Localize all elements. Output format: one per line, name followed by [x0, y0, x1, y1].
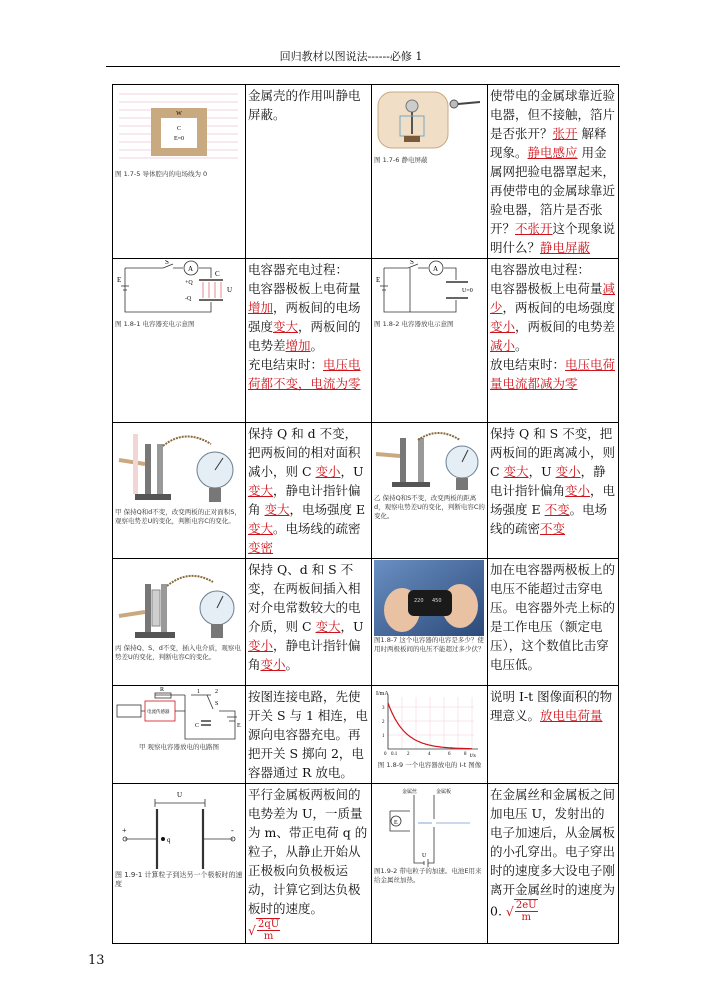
text-cell: [488, 686, 619, 784]
text-span: ，U: [340, 464, 364, 479]
figure-label: E: [394, 820, 398, 826]
text-span: 充电结束时：: [248, 357, 324, 372]
figure-caption: 乙 保持Q和S不变，改变两板的距离d，观察电势差U的变化，判断电容C的变化。: [374, 494, 485, 520]
figure-label: U=0: [462, 288, 473, 294]
figure-cell: [372, 559, 488, 686]
axis-label: t/s: [470, 753, 476, 759]
answer-span: 张开: [552, 126, 578, 141]
text-span: 平行金属板两板间的电势差为 U，一质量为 m、带正电荷 q 的粒子，从静止开始从正极板向负极板运动，计算它到达负极板时的速度。: [248, 787, 368, 916]
formula-denominator: m: [521, 912, 531, 923]
figure-caption: 图1.9-2 带电粒子的加速。电池E用来给金属丝加热。: [374, 867, 482, 884]
figure-label: U: [422, 853, 427, 859]
answer-formula: √ $\frac{2eU}{m}$: [505, 900, 537, 923]
figure-cell: [113, 423, 246, 559]
page-number: 13: [88, 953, 105, 968]
answer-span: 增加: [248, 300, 274, 315]
figure-cell: [113, 85, 246, 259]
answer-span: 变大: [248, 521, 274, 536]
tick-label: 2: [382, 720, 385, 725]
answer-span: 变小: [555, 464, 581, 479]
figure-label: S: [215, 701, 219, 707]
text-span: ，U: [340, 619, 364, 634]
text-cell: [246, 423, 372, 559]
svg-text:220: 220: [414, 598, 424, 604]
figure-cell: [372, 423, 488, 559]
text-span: 使带电的金属球靠近验电器，但不接触，箔片是否张开？: [490, 88, 616, 141]
text-cell: [488, 423, 619, 559]
figure-label: R: [160, 687, 165, 693]
text-span: 电容器充电过程：: [248, 262, 349, 277]
figure-caption: 图 1.8-1 电容器充电示意图: [115, 320, 195, 328]
text-span: 。: [310, 338, 324, 353]
figure-cell: [113, 559, 246, 686]
answer-span: 不变: [540, 521, 566, 536]
figure-label: 电流传感器: [147, 710, 170, 715]
electrometer-dielectric-figure: [115, 560, 242, 644]
text-cell: [246, 259, 372, 423]
text-span: 电容器极板上电荷量: [248, 281, 361, 296]
figure-caption: 甲 保持Q和d不变，改变两板的正对面积S，观察电势差U的变化，判断电容C的变化。: [115, 508, 241, 525]
figure-label: +Q: [185, 280, 193, 286]
text-span: 。电场线的疏密: [273, 521, 361, 536]
text-span: 电容器放电过程：: [490, 262, 591, 277]
text-cell: [246, 686, 372, 784]
figure-cell: [113, 259, 246, 423]
text-span: 解释现象。: [490, 126, 607, 160]
figure-cell: [372, 784, 488, 944]
figure-label: A: [188, 265, 194, 273]
electroscope-shield-figure: [374, 86, 484, 156]
answer-span: 变密: [248, 540, 274, 555]
tick-label: 0.1: [391, 752, 398, 757]
figure-cell: [372, 686, 488, 784]
figure-caption: 图 1.7-6 静电屏蔽: [374, 156, 428, 164]
figure-label: S: [410, 260, 414, 266]
figure-caption: 图 1.8-2 电容器放电示意图: [374, 320, 454, 328]
text-span: 放电结束时：: [490, 357, 566, 372]
figure-label: E: [117, 276, 122, 284]
answer-span: 变大: [273, 319, 299, 334]
figure-caption: 丙 保持Q、S、d不变，插入电介质，观察电势差U的变化，判断电容C的变化。: [115, 644, 241, 661]
text-cell: [488, 259, 619, 423]
formula-denominator: m: [263, 931, 274, 942]
figure-label: C: [176, 126, 182, 132]
text-cell: [488, 784, 619, 944]
answer-span: 静电感应: [527, 145, 578, 160]
figure-label: q: [167, 836, 171, 844]
electron-gun-figure: [374, 785, 484, 867]
text-span: ，两板间的电势差: [248, 319, 361, 353]
text-cell: [246, 784, 372, 944]
tick-label: 6: [448, 752, 451, 757]
figure-caption: 图 1.8-9 一个电容器放电的 I-t 图像: [377, 761, 482, 769]
figure-label: 2: [215, 689, 218, 695]
header-rule: [106, 66, 620, 67]
figure-caption: 图 1.9-1 计算粒子到达另一个极板时的速度: [115, 871, 243, 888]
svg-text:450: 450: [432, 598, 442, 604]
text-span: ，静电计指针偏角: [490, 464, 606, 498]
text-span: 说明 I-t 图像面积的物理意义。: [490, 689, 613, 723]
figure-label: W: [176, 111, 182, 117]
text-span: ，U: [528, 464, 556, 479]
answer-span: 变大: [315, 619, 341, 634]
answer-span: 变大: [264, 502, 290, 517]
figure-label: +: [122, 826, 127, 835]
figure-label: 金属丝: [402, 789, 418, 795]
text-cell: [246, 85, 372, 259]
figure-label: A: [433, 265, 439, 273]
capacitor-charge-circuit: [115, 260, 242, 320]
answer-span: 变大: [503, 464, 529, 479]
figure-label: -Q: [185, 296, 192, 302]
axis-label: I/mA: [376, 691, 389, 697]
text-span: 按图连接电路，先使开关 S 与 1 相连，电源向电容器充电。再把开关 S 掷向 2，电容器通过 R 放电。: [248, 689, 368, 780]
formula-numerator: 2qU: [257, 919, 280, 930]
table-row: [113, 784, 619, 944]
text-span: 在金属丝和金属板之间加电压 U，发射出的电子加速后，从金属板的小孔穿出。电子穿出时的速度多大设电子刚离开金属丝时的速度为 0.: [490, 787, 616, 919]
capacitor-discharge-circuit: [374, 260, 484, 320]
figure-label: S: [165, 260, 169, 266]
answer-span: 变大: [248, 483, 274, 498]
answer-span: 放电电荷量: [540, 708, 603, 723]
text-span: ，两板间的电势差: [515, 319, 616, 334]
text-span: ，电场强度 E: [289, 502, 366, 517]
text-cell: [488, 559, 619, 686]
text-span: 加在电容器两极板上的电压不能超过击穿电压。电容器外壳上标的是工作电压（额定电压），这个数值比击穿电压低。: [490, 562, 616, 672]
text-span: 保持 Q 和 S 不变，把两板间的距离减小，则 C: [490, 426, 616, 479]
text-span: 。: [515, 338, 528, 353]
tick-label: 1: [382, 734, 385, 739]
table-row: [113, 85, 619, 259]
figure-caption: 甲 观察电容器放电的电路图: [138, 743, 220, 751]
text-span: ，两板间的电场强度: [248, 300, 361, 334]
figure-label: E=0: [173, 136, 185, 142]
figure-label: C: [195, 723, 200, 729]
figure-label: E: [376, 276, 381, 284]
answer-span: 变小: [248, 638, 274, 653]
page-header: 回归教材以图说法------必修 1: [279, 50, 423, 63]
answer-span: 不变: [544, 502, 570, 517]
text-cell: [246, 559, 372, 686]
figure-label: C: [215, 270, 220, 278]
figure-label: -: [231, 826, 234, 835]
text-span: 这个现象说明什么？: [490, 221, 616, 255]
table-row: [113, 423, 619, 559]
answer-span: 减小: [490, 338, 516, 353]
figure-caption: 图1.8-7 这个电容器的电容是多少？使用时两极板间的电压不能超过多少伏？: [374, 636, 485, 653]
figure-label: E: [237, 723, 241, 729]
answer-span: 变小: [490, 319, 516, 334]
tick-label: 0: [384, 752, 387, 757]
particle-acceleration-figure: [115, 785, 242, 871]
answer-span: 增加: [285, 338, 311, 353]
text-span: 金属壳的作用叫静电屏蔽。: [248, 88, 361, 122]
tick-label: 3: [382, 706, 385, 711]
it-graph: [374, 687, 484, 761]
figure-cell: [372, 259, 488, 423]
conductor-cavity-figure: [115, 86, 242, 170]
text-span: 保持 Q、d 和 S 不变，在两板间插入相对介电常数较大的电介质，则 C: [248, 562, 361, 634]
text-span: ，两板间的电场强度: [502, 300, 616, 315]
figure-label: U: [227, 286, 233, 294]
text-span: 电容器极板上电荷量: [490, 281, 603, 296]
answer-span: 变小: [565, 483, 591, 498]
capacitor-photo: [374, 560, 484, 636]
table-row: [113, 259, 619, 423]
discharge-circuit-figure: [115, 687, 242, 743]
electrometer-area-figure: [115, 424, 242, 508]
answer-span: 变小: [260, 657, 286, 672]
text-span: 保持 Q 和 d 不变，把两板间的相对面积减小，则 C: [248, 426, 361, 479]
content-table: [112, 84, 619, 944]
text-span: 用金属网把验电器罩起来，再使带电的金属球靠近验电器，箔片是否张开？: [490, 145, 616, 236]
answer-span: 不张开: [515, 221, 553, 236]
tick-label: 4: [428, 752, 431, 757]
answer-span: 电压电荷都不变，电流为零: [248, 357, 361, 391]
figure-label: U: [177, 791, 183, 799]
answer-span: 减少: [490, 281, 616, 315]
figure-label: 1: [197, 689, 200, 695]
figure-label: 金属板: [436, 789, 452, 795]
answer-span: 变小: [315, 464, 341, 479]
figure-cell: [113, 784, 246, 944]
figure-caption: 图 1.7-5 导体腔内的电场线为 0: [115, 170, 208, 178]
text-cell: [488, 85, 619, 259]
text-span: ，电场强度 E: [490, 483, 616, 517]
table-row: [113, 686, 619, 784]
answer-span: 静电屏蔽: [540, 240, 591, 255]
table-row: [113, 559, 619, 686]
answer-formula: √ $\frac{2qU}{m}$: [248, 919, 280, 942]
figure-cell: [113, 686, 246, 784]
text-span: 。: [285, 657, 299, 672]
text-span: ，静电计指针偏角: [248, 483, 361, 517]
answer-span: 电压电荷量电流都减为零: [490, 357, 616, 391]
formula-numerator: 2eU: [515, 900, 537, 911]
tick-label: 2: [407, 752, 410, 757]
text-span: 。电场线的疏密: [490, 502, 608, 536]
tick-label: 8: [464, 752, 467, 757]
text-span: ，静电计指针偏角: [248, 638, 361, 672]
electrometer-distance-figure: [374, 424, 484, 494]
figure-cell: [372, 85, 488, 259]
